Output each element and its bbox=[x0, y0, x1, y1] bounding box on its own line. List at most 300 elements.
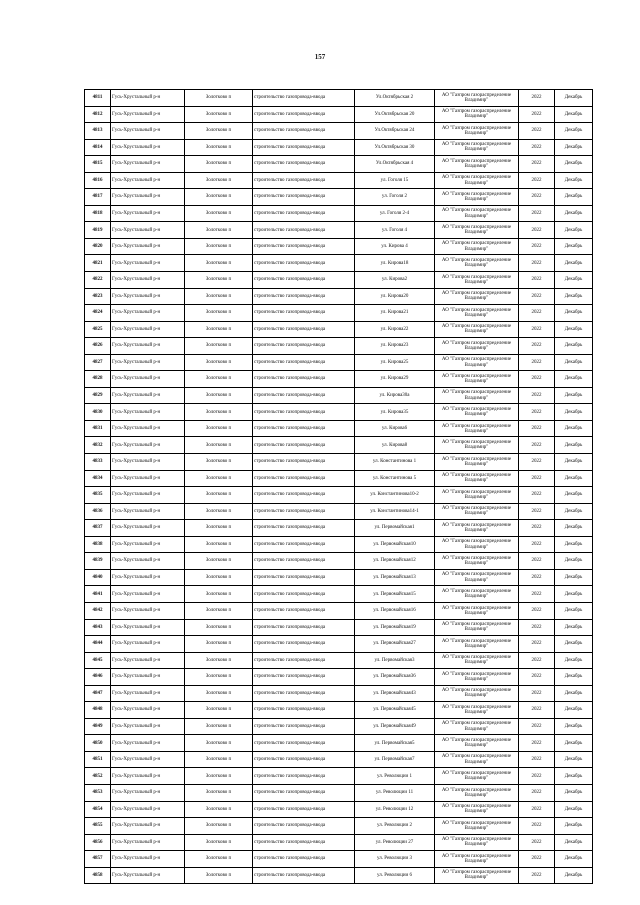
month-cell: Декабрь bbox=[555, 536, 593, 553]
district-cell: Гусь-Хрустальный р-н bbox=[111, 123, 185, 140]
work-type-cell: строительство газопровода-ввода bbox=[253, 205, 355, 222]
month-cell: Декабрь bbox=[555, 751, 593, 768]
organization-cell: АО "Газпром газораспределение Владимир" bbox=[435, 751, 519, 768]
row-number: 4825 bbox=[85, 321, 111, 338]
settlement-cell: Золотково п bbox=[185, 619, 253, 636]
organization-cell: АО "Газпром газораспределение Владимир" bbox=[435, 189, 519, 206]
work-type-cell: строительство газопровода-ввода bbox=[253, 255, 355, 272]
month-cell: Декабрь bbox=[555, 669, 593, 686]
district-cell: Гусь-Хрустальный р-н bbox=[111, 156, 185, 173]
settlement-cell: Золотково п bbox=[185, 851, 253, 868]
work-type-cell: строительство газопровода-ввода bbox=[253, 768, 355, 785]
work-type-cell: строительство газопровода-ввода bbox=[253, 602, 355, 619]
district-cell: Гусь-Хрустальный р-н bbox=[111, 768, 185, 785]
address-cell: ул. Гоголя 2-4 bbox=[355, 205, 435, 222]
year-cell: 2022 bbox=[519, 454, 555, 471]
table-row bbox=[85, 156, 593, 173]
district-cell: Гусь-Хрустальный р-н bbox=[111, 867, 185, 884]
table-row bbox=[85, 867, 593, 884]
year-cell: 2022 bbox=[519, 106, 555, 123]
district-cell: Гусь-Хрустальный р-н bbox=[111, 751, 185, 768]
district-cell: Гусь-Хрустальный р-н bbox=[111, 553, 185, 570]
table-row bbox=[85, 205, 593, 222]
row-number: 4847 bbox=[85, 685, 111, 702]
work-type-cell: строительство газопровода-ввода bbox=[253, 454, 355, 471]
district-cell: Гусь-Хрустальный р-н bbox=[111, 801, 185, 818]
table-row bbox=[85, 553, 593, 570]
year-cell: 2022 bbox=[519, 470, 555, 487]
organization-cell: АО "Газпром газораспределение Владимир" bbox=[435, 487, 519, 504]
settlement-cell: Золотково п bbox=[185, 222, 253, 239]
organization-cell: АО "Газпром газораспределение Владимир" bbox=[435, 321, 519, 338]
district-cell: Гусь-Хрустальный р-н bbox=[111, 784, 185, 801]
table-row bbox=[85, 768, 593, 785]
address-cell: ул. Кирова 4 bbox=[355, 238, 435, 255]
work-type-cell: строительство газопровода-ввода bbox=[253, 636, 355, 653]
organization-cell: АО "Газпром газораспределение Владимир" bbox=[435, 371, 519, 388]
work-type-cell: строительство газопровода-ввода bbox=[253, 569, 355, 586]
address-cell: ул. Первомайская10 bbox=[355, 536, 435, 553]
district-cell: Гусь-Хрустальный р-н bbox=[111, 354, 185, 371]
year-cell: 2022 bbox=[519, 437, 555, 454]
address-cell: ул. Первомайская45 bbox=[355, 702, 435, 719]
row-number: 4836 bbox=[85, 503, 111, 520]
settlement-cell: Золотково п bbox=[185, 536, 253, 553]
table-row bbox=[85, 106, 593, 123]
work-type-cell: строительство газопровода-ввода bbox=[253, 735, 355, 752]
month-cell: Декабрь bbox=[555, 454, 593, 471]
row-number: 4822 bbox=[85, 272, 111, 289]
organization-cell: АО "Газпром газораспределение Владимир" bbox=[435, 768, 519, 785]
district-cell: Гусь-Хрустальный р-н bbox=[111, 487, 185, 504]
table-row bbox=[85, 851, 593, 868]
table-row bbox=[85, 487, 593, 504]
settlement-cell: Золотково п bbox=[185, 702, 253, 719]
table-row bbox=[85, 238, 593, 255]
address-cell: ул. Кирова8 bbox=[355, 437, 435, 454]
address-cell: ул. Гоголя 4 bbox=[355, 222, 435, 239]
work-type-cell: строительство газопровода-ввода bbox=[253, 272, 355, 289]
settlement-cell: Золотково п bbox=[185, 751, 253, 768]
district-cell: Гусь-Хрустальный р-н bbox=[111, 818, 185, 835]
month-cell: Декабрь bbox=[555, 818, 593, 835]
settlement-cell: Золотково п bbox=[185, 437, 253, 454]
address-cell: ул. Кирова35 bbox=[355, 404, 435, 421]
district-cell: Гусь-Хрустальный р-н bbox=[111, 321, 185, 338]
district-cell: Гусь-Хрустальный р-н bbox=[111, 851, 185, 868]
address-cell: ул. Кирова21 bbox=[355, 305, 435, 322]
row-number: 4817 bbox=[85, 189, 111, 206]
work-type-cell: строительство газопровода-ввода bbox=[253, 751, 355, 768]
table-row bbox=[85, 652, 593, 669]
row-number: 4820 bbox=[85, 238, 111, 255]
row-number: 4828 bbox=[85, 371, 111, 388]
year-cell: 2022 bbox=[519, 586, 555, 603]
table-row bbox=[85, 503, 593, 520]
district-cell: Гусь-Хрустальный р-н bbox=[111, 305, 185, 322]
organization-cell: АО "Газпром газораспределение Владимир" bbox=[435, 404, 519, 421]
settlement-cell: Золотково п bbox=[185, 834, 253, 851]
table-row bbox=[85, 669, 593, 686]
month-cell: Декабрь bbox=[555, 801, 593, 818]
table-row bbox=[85, 586, 593, 603]
settlement-cell: Золотково п bbox=[185, 818, 253, 835]
table-row bbox=[85, 437, 593, 454]
year-cell: 2022 bbox=[519, 553, 555, 570]
table-row bbox=[85, 404, 593, 421]
organization-cell: АО "Газпром газораспределение Владимир" bbox=[435, 718, 519, 735]
district-cell: Гусь-Хрустальный р-н bbox=[111, 272, 185, 289]
row-number: 4839 bbox=[85, 553, 111, 570]
organization-cell: АО "Газпром газораспределение Владимир" bbox=[435, 818, 519, 835]
organization-cell: АО "Газпром газораспределение Владимир" bbox=[435, 238, 519, 255]
district-cell: Гусь-Хрустальный р-н bbox=[111, 652, 185, 669]
year-cell: 2022 bbox=[519, 255, 555, 272]
month-cell: Декабрь bbox=[555, 784, 593, 801]
address-cell: Ул.Октябрьская 20 bbox=[355, 106, 435, 123]
address-cell: ул. Кирова2 bbox=[355, 272, 435, 289]
table-row bbox=[85, 801, 593, 818]
month-cell: Декабрь bbox=[555, 503, 593, 520]
table-row bbox=[85, 751, 593, 768]
settlement-cell: Золотково п bbox=[185, 404, 253, 421]
table-row bbox=[85, 189, 593, 206]
address-cell: ул. Кирова25 bbox=[355, 354, 435, 371]
address-cell: ул. Константинова14-1 bbox=[355, 503, 435, 520]
month-cell: Декабрь bbox=[555, 139, 593, 156]
year-cell: 2022 bbox=[519, 818, 555, 835]
row-number: 4816 bbox=[85, 172, 111, 189]
organization-cell: АО "Газпром газораспределение Владимир" bbox=[435, 272, 519, 289]
month-cell: Декабрь bbox=[555, 470, 593, 487]
settlement-cell: Золотково п bbox=[185, 470, 253, 487]
settlement-cell: Золотково п bbox=[185, 487, 253, 504]
work-type-cell: строительство газопровода-ввода bbox=[253, 652, 355, 669]
work-type-cell: строительство газопровода-ввода bbox=[253, 619, 355, 636]
district-cell: Гусь-Хрустальный р-н bbox=[111, 636, 185, 653]
organization-cell: АО "Газпром газораспределение Владимир" bbox=[435, 354, 519, 371]
row-number: 4837 bbox=[85, 520, 111, 537]
district-cell: Гусь-Хрустальный р-н bbox=[111, 139, 185, 156]
address-cell: ул. Революции 27 bbox=[355, 834, 435, 851]
settlement-cell: Золотково п bbox=[185, 503, 253, 520]
month-cell: Декабрь bbox=[555, 272, 593, 289]
work-type-cell: строительство газопровода-ввода bbox=[253, 404, 355, 421]
month-cell: Декабрь bbox=[555, 172, 593, 189]
year-cell: 2022 bbox=[519, 338, 555, 355]
address-cell: ул. Первомайская13 bbox=[355, 569, 435, 586]
month-cell: Декабрь bbox=[555, 685, 593, 702]
row-number: 4841 bbox=[85, 586, 111, 603]
row-number: 4850 bbox=[85, 735, 111, 752]
table-row bbox=[85, 222, 593, 239]
address-cell: ул. Революции 2 bbox=[355, 818, 435, 835]
year-cell: 2022 bbox=[519, 139, 555, 156]
year-cell: 2022 bbox=[519, 536, 555, 553]
year-cell: 2022 bbox=[519, 123, 555, 140]
organization-cell: АО "Газпром газораспределение Владимир" bbox=[435, 156, 519, 173]
work-type-cell: строительство газопровода-ввода bbox=[253, 536, 355, 553]
organization-cell: АО "Газпром газораспределение Владимир" bbox=[435, 172, 519, 189]
year-cell: 2022 bbox=[519, 768, 555, 785]
address-cell: ул. Первомайская1 bbox=[355, 520, 435, 537]
organization-cell: АО "Газпром газораспределение Владимир" bbox=[435, 437, 519, 454]
organization-cell: АО "Газпром газораспределение Владимир" bbox=[435, 702, 519, 719]
settlement-cell: Золотково п bbox=[185, 354, 253, 371]
work-type-cell: строительство газопровода-ввода bbox=[253, 834, 355, 851]
settlement-cell: Золотково п bbox=[185, 156, 253, 173]
settlement-cell: Золотково п bbox=[185, 768, 253, 785]
month-cell: Декабрь bbox=[555, 387, 593, 404]
address-cell: ул. Кирова29 bbox=[355, 371, 435, 388]
district-cell: Гусь-Хрустальный р-н bbox=[111, 238, 185, 255]
table-row bbox=[85, 520, 593, 537]
table-row bbox=[85, 636, 593, 653]
year-cell: 2022 bbox=[519, 222, 555, 239]
year-cell: 2022 bbox=[519, 238, 555, 255]
work-type-cell: строительство газопровода-ввода bbox=[253, 90, 355, 107]
organization-cell: АО "Газпром газораспределение Владимир" bbox=[435, 255, 519, 272]
settlement-cell: Золотково п bbox=[185, 238, 253, 255]
address-cell: ул. Революции 3 bbox=[355, 851, 435, 868]
district-cell: Гусь-Хрустальный р-н bbox=[111, 288, 185, 305]
row-number: 4853 bbox=[85, 784, 111, 801]
address-cell: Ул.Октябрьская 4 bbox=[355, 156, 435, 173]
settlement-cell: Золотково п bbox=[185, 387, 253, 404]
table-row bbox=[85, 420, 593, 437]
gas-pipeline-registry-table bbox=[84, 89, 593, 884]
month-cell: Декабрь bbox=[555, 619, 593, 636]
organization-cell: АО "Газпром газораспределение Владимир" bbox=[435, 454, 519, 471]
organization-cell: АО "Газпром газораспределение Владимир" bbox=[435, 503, 519, 520]
organization-cell: АО "Газпром газораспределение Владимир" bbox=[435, 387, 519, 404]
table-row bbox=[85, 818, 593, 835]
month-cell: Декабрь bbox=[555, 553, 593, 570]
table-row bbox=[85, 718, 593, 735]
address-cell: ул. Первомайская15 bbox=[355, 586, 435, 603]
table-row bbox=[85, 288, 593, 305]
year-cell: 2022 bbox=[519, 205, 555, 222]
settlement-cell: Золотково п bbox=[185, 90, 253, 107]
organization-cell: АО "Газпром газораспределение Владимир" bbox=[435, 602, 519, 619]
table-row bbox=[85, 305, 593, 322]
month-cell: Декабрь bbox=[555, 735, 593, 752]
table-row bbox=[85, 338, 593, 355]
year-cell: 2022 bbox=[519, 189, 555, 206]
organization-cell: АО "Газпром газораспределение Владимир" bbox=[435, 834, 519, 851]
table-row bbox=[85, 834, 593, 851]
row-number: 4815 bbox=[85, 156, 111, 173]
settlement-cell: Золотково п bbox=[185, 636, 253, 653]
year-cell: 2022 bbox=[519, 718, 555, 735]
work-type-cell: строительство газопровода-ввода bbox=[253, 487, 355, 504]
year-cell: 2022 bbox=[519, 420, 555, 437]
address-cell: ул. Константинова 1 bbox=[355, 454, 435, 471]
month-cell: Декабрь bbox=[555, 718, 593, 735]
row-number: 4811 bbox=[85, 90, 111, 107]
year-cell: 2022 bbox=[519, 685, 555, 702]
organization-cell: АО "Газпром газораспределение Владимир" bbox=[435, 470, 519, 487]
settlement-cell: Золотково п bbox=[185, 205, 253, 222]
row-number: 4819 bbox=[85, 222, 111, 239]
work-type-cell: строительство газопровода-ввода bbox=[253, 702, 355, 719]
month-cell: Декабрь bbox=[555, 867, 593, 884]
row-number: 4849 bbox=[85, 718, 111, 735]
work-type-cell: строительство газопровода-ввода bbox=[253, 371, 355, 388]
address-cell: ул. Кирова30а bbox=[355, 387, 435, 404]
district-cell: Гусь-Хрустальный р-н bbox=[111, 189, 185, 206]
district-cell: Гусь-Хрустальный р-н bbox=[111, 106, 185, 123]
work-type-cell: строительство газопровода-ввода bbox=[253, 338, 355, 355]
month-cell: Декабрь bbox=[555, 354, 593, 371]
row-number: 4833 bbox=[85, 454, 111, 471]
district-cell: Гусь-Хрустальный р-н bbox=[111, 619, 185, 636]
year-cell: 2022 bbox=[519, 735, 555, 752]
district-cell: Гусь-Хрустальный р-н bbox=[111, 735, 185, 752]
year-cell: 2022 bbox=[519, 784, 555, 801]
table-row bbox=[85, 371, 593, 388]
work-type-cell: строительство газопровода-ввода bbox=[253, 470, 355, 487]
table-row bbox=[85, 470, 593, 487]
district-cell: Гусь-Хрустальный р-н bbox=[111, 520, 185, 537]
row-number: 4843 bbox=[85, 619, 111, 636]
organization-cell: АО "Газпром газораспределение Владимир" bbox=[435, 801, 519, 818]
organization-cell: АО "Газпром газораспределение Владимир" bbox=[435, 851, 519, 868]
table-row bbox=[85, 536, 593, 553]
organization-cell: АО "Газпром газораспределение Владимир" bbox=[435, 619, 519, 636]
organization-cell: АО "Газпром газораспределение Владимир" bbox=[435, 669, 519, 686]
address-cell: Ул.Октябрьская 30 bbox=[355, 139, 435, 156]
district-cell: Гусь-Хрустальный р-н bbox=[111, 437, 185, 454]
organization-cell: АО "Газпром газораспределение Владимир" bbox=[435, 222, 519, 239]
row-number: 4856 bbox=[85, 834, 111, 851]
year-cell: 2022 bbox=[519, 801, 555, 818]
table-row bbox=[85, 569, 593, 586]
row-number: 4846 bbox=[85, 669, 111, 686]
settlement-cell: Золотково п bbox=[185, 586, 253, 603]
row-number: 4823 bbox=[85, 288, 111, 305]
month-cell: Декабрь bbox=[555, 851, 593, 868]
year-cell: 2022 bbox=[519, 305, 555, 322]
table-row bbox=[85, 784, 593, 801]
address-cell: ул. Первомайская16 bbox=[355, 602, 435, 619]
month-cell: Декабрь bbox=[555, 420, 593, 437]
settlement-cell: Золотково п bbox=[185, 321, 253, 338]
year-cell: 2022 bbox=[519, 619, 555, 636]
organization-cell: АО "Газпром газораспределение Владимир" bbox=[435, 536, 519, 553]
address-cell: ул. Первомайская12 bbox=[355, 553, 435, 570]
district-cell: Гусь-Хрустальный р-н bbox=[111, 338, 185, 355]
work-type-cell: строительство газопровода-ввода bbox=[253, 503, 355, 520]
row-number: 4844 bbox=[85, 636, 111, 653]
organization-cell: АО "Газпром газораспределение Владимир" bbox=[435, 106, 519, 123]
district-cell: Гусь-Хрустальный р-н bbox=[111, 602, 185, 619]
address-cell: ул. Первомайская5 bbox=[355, 735, 435, 752]
district-cell: Гусь-Хрустальный р-н bbox=[111, 222, 185, 239]
row-number: 4835 bbox=[85, 487, 111, 504]
settlement-cell: Золотково п bbox=[185, 718, 253, 735]
work-type-cell: строительство газопровода-ввода bbox=[253, 106, 355, 123]
settlement-cell: Золотково п bbox=[185, 553, 253, 570]
settlement-cell: Золотково п bbox=[185, 305, 253, 322]
year-cell: 2022 bbox=[519, 487, 555, 504]
address-cell: ул. Гоголя 2 bbox=[355, 189, 435, 206]
row-number: 4851 bbox=[85, 751, 111, 768]
settlement-cell: Золотково п bbox=[185, 801, 253, 818]
month-cell: Декабрь bbox=[555, 222, 593, 239]
work-type-cell: строительство газопровода-ввода bbox=[253, 238, 355, 255]
work-type-cell: строительство газопровода-ввода bbox=[253, 801, 355, 818]
settlement-cell: Золотково п bbox=[185, 338, 253, 355]
row-number: 4829 bbox=[85, 387, 111, 404]
work-type-cell: строительство газопровода-ввода bbox=[253, 321, 355, 338]
work-type-cell: строительство газопровода-ввода bbox=[253, 818, 355, 835]
table-row bbox=[85, 90, 593, 107]
month-cell: Декабрь bbox=[555, 123, 593, 140]
year-cell: 2022 bbox=[519, 569, 555, 586]
row-number: 4812 bbox=[85, 106, 111, 123]
work-type-cell: строительство газопровода-ввода bbox=[253, 669, 355, 686]
work-type-cell: строительство газопровода-ввода bbox=[253, 288, 355, 305]
settlement-cell: Золотково п bbox=[185, 454, 253, 471]
table-row bbox=[85, 735, 593, 752]
table-row bbox=[85, 619, 593, 636]
settlement-cell: Золотково п bbox=[185, 288, 253, 305]
address-cell: ул. Первомайская49 bbox=[355, 718, 435, 735]
organization-cell: АО "Газпром газораспределение Владимир" bbox=[435, 735, 519, 752]
year-cell: 2022 bbox=[519, 751, 555, 768]
year-cell: 2022 bbox=[519, 404, 555, 421]
work-type-cell: строительство газопровода-ввода bbox=[253, 189, 355, 206]
district-cell: Гусь-Хрустальный р-н bbox=[111, 255, 185, 272]
row-number: 4857 bbox=[85, 851, 111, 868]
settlement-cell: Золотково п bbox=[185, 867, 253, 884]
row-number: 4854 bbox=[85, 801, 111, 818]
month-cell: Декабрь bbox=[555, 90, 593, 107]
settlement-cell: Золотково п bbox=[185, 520, 253, 537]
settlement-cell: Золотково п bbox=[185, 685, 253, 702]
row-number: 4834 bbox=[85, 470, 111, 487]
organization-cell: АО "Газпром газораспределение Владимир" bbox=[435, 784, 519, 801]
address-cell: ул. Первомайская27 bbox=[355, 636, 435, 653]
year-cell: 2022 bbox=[519, 520, 555, 537]
year-cell: 2022 bbox=[519, 156, 555, 173]
district-cell: Гусь-Хрустальный р-н bbox=[111, 371, 185, 388]
year-cell: 2022 bbox=[519, 371, 555, 388]
organization-cell: АО "Газпром газораспределение Владимир" bbox=[435, 652, 519, 669]
settlement-cell: Золотково п bbox=[185, 784, 253, 801]
table-row bbox=[85, 685, 593, 702]
settlement-cell: Золотково п bbox=[185, 652, 253, 669]
month-cell: Декабрь bbox=[555, 205, 593, 222]
table-row bbox=[85, 123, 593, 140]
district-cell: Гусь-Хрустальный р-н bbox=[111, 454, 185, 471]
organization-cell: АО "Газпром газораспределение Владимир" bbox=[435, 685, 519, 702]
work-type-cell: строительство газопровода-ввода bbox=[253, 222, 355, 239]
row-number: 4827 bbox=[85, 354, 111, 371]
organization-cell: АО "Газпром газораспределение Владимир" bbox=[435, 586, 519, 603]
address-cell: ул. Константинова 5 bbox=[355, 470, 435, 487]
organization-cell: АО "Газпром газораспределение Владимир" bbox=[435, 288, 519, 305]
work-type-cell: строительство газопровода-ввода bbox=[253, 305, 355, 322]
district-cell: Гусь-Хрустальный р-н bbox=[111, 586, 185, 603]
work-type-cell: строительство газопровода-ввода bbox=[253, 139, 355, 156]
row-number: 4858 bbox=[85, 867, 111, 884]
organization-cell: АО "Газпром газораспределение Владимир" bbox=[435, 636, 519, 653]
table-row bbox=[85, 354, 593, 371]
work-type-cell: строительство газопровода-ввода bbox=[253, 685, 355, 702]
organization-cell: АО "Газпром газораспределение Владимир" bbox=[435, 90, 519, 107]
